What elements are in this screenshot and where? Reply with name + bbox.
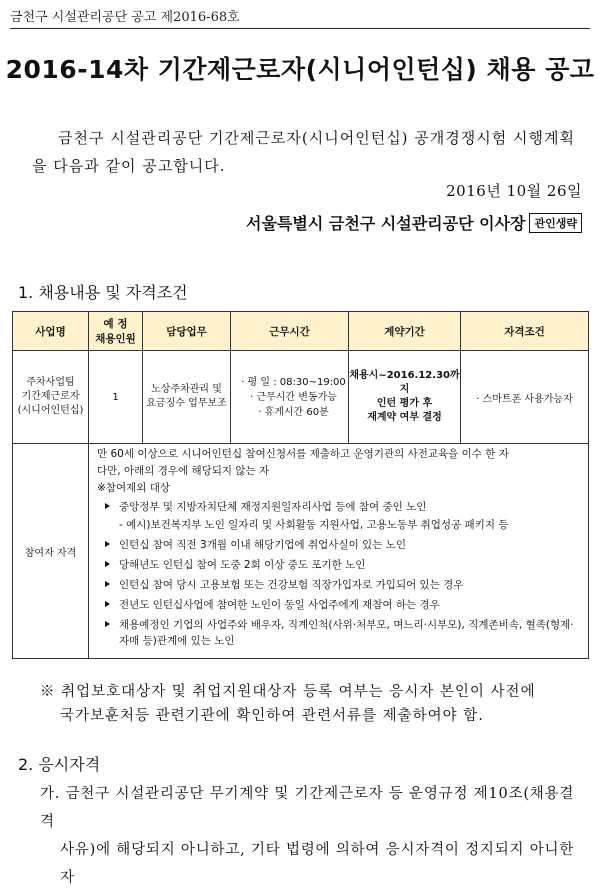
announcement-date: 2016년 10월 26일 [446, 182, 582, 200]
eligibility-item [40, 780, 588, 892]
header-duty: 담당업무 [143, 312, 231, 351]
notice-text [40, 680, 586, 728]
notice-line: 국가보훈처등 관련기관에 확인하여 관련서류를 제출하여야 함. [60, 708, 484, 724]
header-count [89, 312, 143, 351]
top-divider [10, 28, 590, 29]
signature-line [246, 211, 582, 234]
duty-line: 노상주차관리 및 [151, 384, 222, 395]
cell-hours [231, 351, 349, 444]
duty-line: 요금징수 업무보조 [146, 398, 227, 409]
participation-exception: 다만, 아래의 경우에 해당되지 않는 자 [97, 465, 270, 477]
hours-line: · 휴게시간 60분 [258, 406, 329, 418]
header-period: 계약기간 [349, 312, 461, 351]
page-title: 2016-14차 기간제근로자(시니어인턴십) 채용 공고 [5, 55, 595, 84]
eligibility-line: 가. 금천구 시설관리공단 무기계약 및 기간제근로자 등 운영규정 제10조(채용결격 [40, 786, 575, 830]
section-1-title: 1. 채용내용 및 자격조건 [18, 283, 188, 302]
table-row-participation [13, 444, 589, 659]
signature-text: 서울특별시 금천구 시설관리공단 이사장 [246, 214, 526, 233]
header-hours: 근무시간 [231, 312, 349, 351]
exclusion-item: 인턴십 참여 당시 고용보험 또는 건강보험 직장가입자로 가입되어 있는 경우 [97, 577, 580, 593]
business-line: (시니어인턴십) [17, 405, 84, 416]
header-count-line2: 채용인원 [95, 333, 136, 345]
period-line: 인턴 평가 후 [376, 398, 433, 409]
participation-intro: 만 60세 이상으로 시니어인턴십 참여신청서를 제출하고 운영기관의 사전교육을 이수 한 자 [97, 448, 509, 460]
hours-line: · 근무시간 변동가능 [250, 391, 337, 403]
exclusion-item: 중앙정부 및 지방자치단체 재정지원일자리사업 등에 참여 중인 노인 [97, 499, 580, 515]
table-header-row [13, 312, 589, 351]
participation-requirements [89, 444, 589, 659]
triangle-bullet-icon [105, 541, 110, 547]
eligibility-line: 사유)에 해당되지 아니하고, 기타 법령에 의하여 응시자격이 정지되지 아니한 자 [60, 842, 575, 886]
table-row [13, 351, 589, 444]
business-line: 주차사업팀 [26, 377, 75, 388]
cell-duty [143, 351, 231, 444]
hours-line: · 평 일 : 08:30~19:00 [241, 376, 346, 388]
exclusion-item: 인턴십 참여 직전 3개월 이내 해당기업에 취업사실이 있는 노인 [97, 537, 580, 553]
triangle-bullet-icon [105, 561, 110, 567]
participation-label: 참여자 자격 [13, 444, 89, 659]
header-qualification: 자격조건 [461, 312, 589, 351]
period-line: 재계약 여부 결정 [367, 412, 442, 423]
document-number: 금천구 시설관리공단 공고 제2016-68호 [10, 10, 240, 25]
exclusion-item: 채용예정인 기업의 사업주와 배우자, 직계인척(사위·처부모, 며느리·시부모), 직계존비속, 혈족(형제·자매 등)관계에 있는 노인 [97, 617, 580, 649]
intro-paragraph: 금천구 시설관리공단 기간제근로자(시니어인턴십) 공개경쟁시험 시행계획을 다음과 같이 공고합니다. [32, 129, 575, 175]
exclusion-title: ※참여제외 대상 [97, 482, 170, 494]
triangle-bullet-icon [105, 503, 110, 509]
seal-stamp: 관인생략 [529, 213, 582, 233]
cell-qualification: · 스마트폰 사용가능자 [461, 351, 589, 444]
section-2-title: 2. 응시자격 [18, 755, 101, 774]
business-line: 기간제근로자 [21, 391, 80, 402]
exclusion-item: 당해년도 인턴십 참여 도중 2회 이상 중도 포기한 노인 [97, 557, 580, 573]
cell-business [13, 351, 89, 444]
triangle-bullet-icon [105, 581, 110, 587]
cell-period [349, 351, 461, 444]
recruitment-table [12, 311, 589, 659]
notice-line: ※ 취업보호대상자 및 취업지원대상자 등록 여부는 응시자 본인이 사전에 [40, 684, 536, 700]
exclusion-example: - 예시)보건복지부 노인 일자리 및 사회활동 지원사업, 고용노동부 취업성공 패키지 등 [119, 519, 509, 531]
exclusion-item: 전년도 인턴십사업에 참여한 노인이 동일 사업주에게 재참여 하는 경우 [97, 597, 580, 613]
triangle-bullet-icon [105, 621, 110, 627]
period-line: 채용시~2016.12.30까지 [349, 370, 460, 395]
header-count-line1: 예 정 [103, 318, 128, 330]
cell-count: 1 [89, 351, 143, 444]
header-business: 사업명 [13, 312, 89, 351]
triangle-bullet-icon [105, 601, 110, 607]
